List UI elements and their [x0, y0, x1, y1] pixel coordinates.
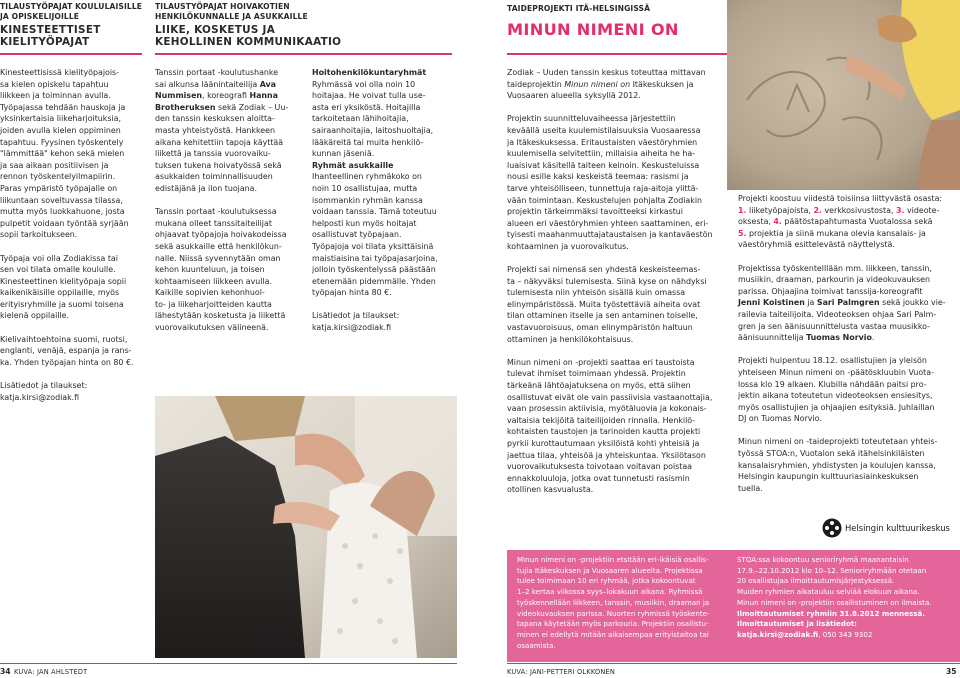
list-number: 1. [738, 205, 747, 215]
paragraph: Minun nimeni on -projekti saattaa eri taustoista tulevat ihmiset toimimaan yhdessä. Projektin tärkeänä lähtöajatuksena on myös, että siihen osallistuvat eivät ole vain passiivisia vastaanottajia, vaan prosessin aktiivisia, myötäluovia ja kokonais- valtaisia tekijöitä taiteilijoiden rinnalla. Henkilö- kohtaisten taustojen ja tarinoiden kautta projekti pyrkii kurottautumaan yksilöistä kohti yhteisiä ja jaettua tilaa, yhteisöä ja yhteiskuntaa. Yksilötason vuorovaikutuksesta toivotaan voitavan poistaa ennakkoluuloja, jotka ovat tunnetusti rasismin otollinen kasvualusta. [507, 357, 713, 495]
paragraph: Kielivaihtoehtoina suomi, ruotsi, englanti, venäjä, espanja ja rans- ka. Yhden työpajan hinta on 80 €. [0, 334, 134, 367]
divider-rule [155, 53, 452, 55]
paragraph: Minun nimeni on -taideprojekti toteutetaan yhteis- työssä STOA:n, Vuotalon sekä itähelsinkiläisten kansalaisryhmien, yhdistysten ja koulujen kanssa, Helsingin kaupungin kulttuuriasiainkeskuksen tuella. [738, 437, 938, 493]
page-number-right: 35 [946, 667, 957, 676]
text: verkkosivustosta, [821, 205, 896, 215]
name-sari-palmgren: Sari Palmgren [816, 298, 880, 308]
text: päätöstapahtumasta Vuotalossa sekä [784, 217, 933, 227]
list-number: 3. [895, 205, 905, 215]
name-ava-numminen: Ava Nummisen [155, 79, 276, 101]
info-box-participants [507, 550, 727, 662]
text: sekä joukko vie- railevia taiteilijoita. Videoteoksen ohjaa Sari Palm- gren ja sen äänisuunnittelusta vastaa muusikko- äänisuunnittelija [738, 298, 946, 343]
culture-centre-icon [822, 518, 842, 538]
footer-rule-left [0, 663, 457, 664]
text: Itäkeskuksen ja Vuosaaren alueella syksyllä 2012. [507, 79, 694, 101]
photo-sand-drawing [727, 0, 960, 190]
kicker-care-homes: TILAUSTYÖPAJAT HOIVAKOTIEN HENKILÖKUNNALLE JA ASUKKAILLE [155, 2, 308, 21]
paragraph: Projekti sai nimensä sen yhdestä keskeisteemas- ta – näkyväksi tulemisesta. Siinä kyse on nähdyksi tulemisesta niin yhteisön sisällä kuin omassa elinympäristössä. Muita työstettäviä aiheita ovat tilan ottaminen itselle ja sen antaminen toiselle, vastavuoroisuus, oman elinympäristön haltuun ottaminen ja henkilökohtaisuus. [507, 265, 707, 344]
paragraph [738, 263, 960, 344]
paragraph [738, 193, 960, 251]
text: sekä Zodiak – Uu- den tanssin keskuksen aloitta- masta yhteistyöstä. Hankkeen aikana kehitettiin tapoja käyttää liikettä ja tanssia vuorovaiku- tuksen tukena hoivatyössä sekä asukkaiden toiminnallisuuden edistäjänä ja ilon tuojana. [155, 102, 289, 193]
info-box-registration [727, 550, 960, 662]
list-number: 4. [773, 217, 782, 227]
paragraph: Työpaja voi olla Zodiakissa tai sen voi tilata omalle koululle. Kinesteettinen kielityöpaja sopii kaikenikäisille oppilaille, myös erityisryhmille ja suomi toisena kielenä oppilaille. [0, 253, 127, 321]
divider-rule [507, 53, 727, 55]
paragraph: Projektin suunnitteluvaiheessa järjestettiin keväällä useita kuulemistilaisuuksia Vuosaaressa ja Itäkeskuksessa. Eritaustaisten väestöryhmien kuulemisella selvitettiin, millaisia aiheita he ha- luaisivat käsitellä taiteen keinoin. Keskusteluissa nousi esille kaksi keskeistä teemaa: rasismi ja tarve yhteisölliseen, tunnettuja raja-aitoja ylittä- vään toimintaan. Keskustelujen pohjalta Zodiakin projektin tärkeimmäksi tavoitteeksi kirkastui alueen eri väestöryhmien yhteen saattaminen, eri- tyisesti maahanmuuttajataustaisen ja kantaväestön kohtaaminen ja vuorovaikutus. [507, 114, 713, 251]
paragraph [155, 67, 303, 195]
text: . [871, 333, 875, 343]
column-project-intro [507, 67, 727, 496]
title-minun-nimeni-on: MINUN NIMENI ON [507, 20, 679, 39]
page-number-left: 34 [0, 667, 11, 676]
registration-deadline: Ilmoittautumiset ryhmiin 31.8.2012 mennessä. [737, 608, 925, 618]
kicker-kinesthetic: TILAUSTYÖPAJAT KOULULAISILLE JA OPISKELIJOILLE [0, 2, 143, 21]
paragraph: Ihanteellinen ryhmäkoko on noin 10 osallistujaa, mutta isommankin ryhmän kanssa voidaan tanssia. Tämä toteutuu helposti kun myös hoitajat osallistuvat työpajaan. Työpajoja voi tilata yksittäisinä maistiaisina tai työpajasarjoina, jolloin työskentelyssä päästään etenemään pidemmälle. Yhden työpajan hinta 80 €. [312, 172, 438, 298]
logo-text: Helsingin kulttuurikeskus [845, 523, 950, 533]
contact-info: Lisätiedot ja tilaukset: katja.kirsi@zodiak.fi [312, 311, 400, 333]
photo-care-home-dance [155, 396, 457, 658]
project-name: Minun nimeni on [564, 79, 631, 89]
contact-heading: Ilmoittautumiset ja lisätiedot: [737, 619, 857, 629]
name-tuomas-norvio: Tuomas Norvio [806, 333, 872, 343]
paragraph [507, 67, 727, 102]
text: Zodiak – Uuden tanssin keskus toteuttaa mittavan taideprojektin [507, 68, 706, 89]
info-text: Minun nimeni on -projektiin etsitään eri-ikäisiä osallis- tujia Itäkeskuksen ja Vuosaaren alueelta. Projektissa tulee toimimaan 10 eri ryhmää, jotka kokoontuvat 1–2 kertaa viikossa syys–lokakuun aikana. Ryhmissä työskennellään liikkeen, tanssin, musiikin, draaman ja videokuvauksen parissa. Nuorten ryhmissä työskente- tapana käytetään myös parkouria. Projektiin osallistu- minen ei edellytä mitään aikaisempaa erityistaitoa tai osaamista. [517, 555, 710, 650]
name-jenni-koistinen: Jenni Koistinen [738, 298, 805, 308]
title-kinesthetic: KINESTEETTISET KIELITYÖPAJAT [0, 24, 101, 48]
column-project-details [738, 193, 960, 494]
divider-rule [0, 53, 142, 55]
name-hanna-brotherus: Hanna Brotheruksen [155, 91, 278, 112]
paragraph: Projekti huipentuu 18.12. osallistujien ja yleisön yhteiseen Minun nimeni on -päätöskluubin Vuota- lossa klo 19 alkaen. Klubilla nähdään paitsi pro- jektin aikana toteutetun videoteoksen ensiesitys, myös osallistujien ja ohjaajien esityksiä. Juhlaillan DJ on Tuomas Norvio. [738, 356, 935, 424]
text: Projekti koostuu viidestä toisiinsa liittyvästä osasta: [738, 194, 943, 203]
subheading-staff-groups: Hoitohenkilökuntaryhmät [312, 68, 427, 77]
footer-rule-right [507, 663, 960, 664]
list-number: 5. [738, 228, 747, 238]
text: Tanssin portaat -koulutushanke sai alkunsa läänintaiteilija [155, 68, 279, 89]
paragraph: Ryhmässä voi olla noin 10 hoitajaa. He voivat tulla use- asta eri yksiköstä. Hoitajilla tarkoitetaan lähihoitajia, sairaanhoitajia, laitoshuoltajia, lääkäreitä tai muita henkilö- kunnan jäseniä. [312, 79, 434, 159]
text: STOA:ssa kokoontuu senioriryhmä maanantaisin 17.9.–22.10.2012 klo 10–12. Senioriryhmään otetaan 20 osallistujaa ilmoittautumisjärjestyksessä. Muiden ryhmien aikatauluu selviää elokuun aikana. Minun nimeni on -projektiin osallistuminen on ilmaista. [737, 555, 932, 607]
subheading-resident-groups: Ryhmät asukkaille [312, 160, 394, 170]
column-care-homes [155, 67, 303, 334]
text: Projektissa työskentelllään mm. liikkeen, tanssin, musiikin, draaman, parkourin ja videokuvauksen parissa. Ohjaajina toimivat tanssija-koreografit [738, 263, 932, 296]
paragraph: Tanssin portaat -koulutuksessa mukana olleet tanssitaiteilijat ohjaavat työpajoja hoivakodeissa sekä asukkaille että henkilökun- nalle. Niissä syvennytään oman kehon kuunteluun, ja toisen kohtaamiseen liikkeen avulla. Kaikille sopivien kehonhuol- to- ja liikeharjoitteiden kautta lähestytään kosketusta ja liikettä vuorovaikutuksen välineenä. [155, 207, 287, 333]
title-care-homes: LIIKE, KOSKETUS JA KEHOLLINEN KOMMUNIKAATIO [155, 24, 342, 48]
info-text [737, 555, 960, 641]
text: liiketyöpajoista, [746, 205, 814, 215]
photo-credit-left: KUVA: JAN AHLSTEDT [14, 668, 88, 676]
column-groups [312, 67, 457, 334]
paragraph: Kinesteettisissä kielityöpajois- sa kielen opiskelu tapahtuu liikkeen ja toiminnan avulla. Työpajassa tehdään hauskoja ja yksinkertaisia liikeharjoituksia, joiden avulla kielen oppiminen tapahtuu. Fyysinen työskentely "lämmittää" kehon sekä mielen ja saa aikaan positiivisen ja rennon työskentelyilmapiirin. Paras ympäristö työpajalle on liikuntaan soveltuvassa tilassa, mutta myös luokkahuone, josta pulpetit voidaan työntää syrjään sopii tarkoitukseen. [0, 68, 129, 240]
kicker-minun-nimeni-on: TAIDEPROJEKTI ITÄ-HELSINGISSÄ [507, 4, 651, 13]
contact-email: katja.kirsi@zodiak.fi [737, 629, 819, 639]
column-kinesthetic [0, 67, 142, 403]
photo-credit-right: KUVA: JANI-PETTERI OLKKONEN [507, 668, 616, 676]
text: , koreografi [202, 91, 250, 101]
paragraph: Lisätiedot ja tilaukset: katja.kirsi@zodiak.fi [0, 381, 88, 402]
list-number: 2. [813, 205, 822, 215]
text: videote- oksesta, [738, 205, 940, 227]
logo-helsinki-culture [822, 518, 950, 538]
text: projektia ja siinä mukana olevia kansalais- ja väestöryhmiä esittelevästä näyttelystä. [738, 228, 926, 250]
text: ja [804, 298, 817, 308]
text: , 050 343 9302 [818, 629, 873, 639]
